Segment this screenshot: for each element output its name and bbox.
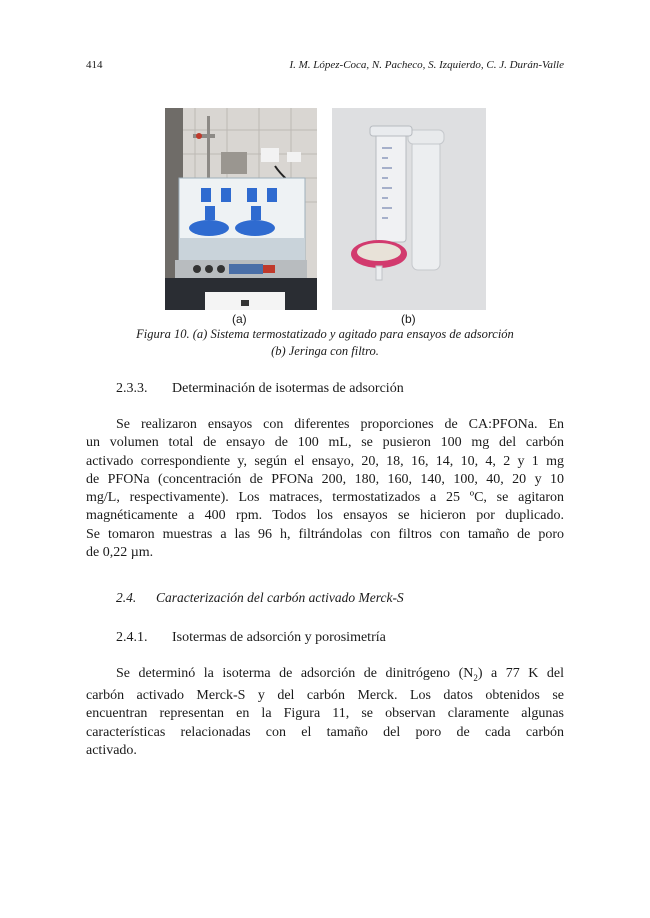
paragraph-line: encuentran representan en la Figura 11, se observan claramente algunas [86, 706, 564, 722]
paragraph-line: carbón activado Merck-S y del carbón Merck. Los datos obtenidos se [86, 688, 564, 704]
section-title: Isotermas de adsorción y porosimetría [172, 630, 386, 645]
paragraph-line: Se tomaron muestras a las 96 h, filtrándolas con filtros con tamaño de poro [86, 526, 564, 542]
paragraph-line: activado correspondiente y, según el ensayo, 20, 18, 16, 14, 10, 4, 2 y 1 mg [86, 453, 564, 469]
section-number: 2.4. [116, 590, 137, 605]
section-number: 2.4.1. [116, 630, 148, 645]
text-run: ) a 77 K del [477, 666, 565, 681]
figure-label-a: (a) [232, 312, 247, 326]
paragraph-line [86, 665, 564, 687]
section-heading-2-4 [116, 590, 404, 606]
text-run: Se determinó la isoterma de adsorción de dinitrógeno (N [116, 666, 474, 681]
section-number: 2.3.3. [116, 381, 148, 396]
subscript: 2 [473, 672, 478, 683]
paragraph-line: un volumen total de ensayo de 100 mL, se pusieron 100 mg del carbón [86, 435, 564, 451]
section-heading-2-4-1 [116, 630, 386, 646]
figure-caption-continued: (b) Jeringa con filtro. [271, 344, 379, 358]
paragraph-line: activado. [86, 742, 137, 758]
paragraph-line: características relacionadas con el tamaño del poro de cada carbón [86, 724, 564, 740]
section-title: Determinación de isotermas de adsorción [172, 381, 404, 396]
section-heading-2-3-3 [116, 381, 404, 397]
paragraph-line: de PFONa (concentración de PFONa 200, 180, 160, 140, 100, 40, 20 y 10 [86, 471, 564, 487]
running-head-authors: I. M. López-Coca, N. Pacheco, S. Izquierdo, C. J. Durán-Valle [289, 59, 564, 71]
photo-adsorption-system [165, 108, 317, 310]
paragraph-nitrogen-isotherm [86, 665, 564, 760]
section-title: Caracterización del carbón activado Merck-S [156, 590, 404, 605]
figure-caption: Figura 10. (a) Sistema termostatizado y agitado para ensayos de adsorción [136, 327, 514, 341]
paragraph-line: mg/L, respectivamente). Los matraces, termostatizados a 25 ºC, se agitaron [86, 490, 564, 506]
paragraph-isotherm-method [86, 416, 564, 562]
paragraph-line: Se realizaron ensayos con diferentes proporciones de CA:PFONa. En [116, 417, 564, 432]
paragraph-line: de 0,22 µm. [86, 545, 154, 561]
photo-syringe-filter [332, 108, 486, 310]
figure-label-b: (b) [401, 312, 416, 326]
page-number: 414 [86, 59, 103, 71]
paragraph-line: magnéticamente a 400 rpm. Todos los ensayos se hicieron por duplicado. [86, 508, 564, 524]
